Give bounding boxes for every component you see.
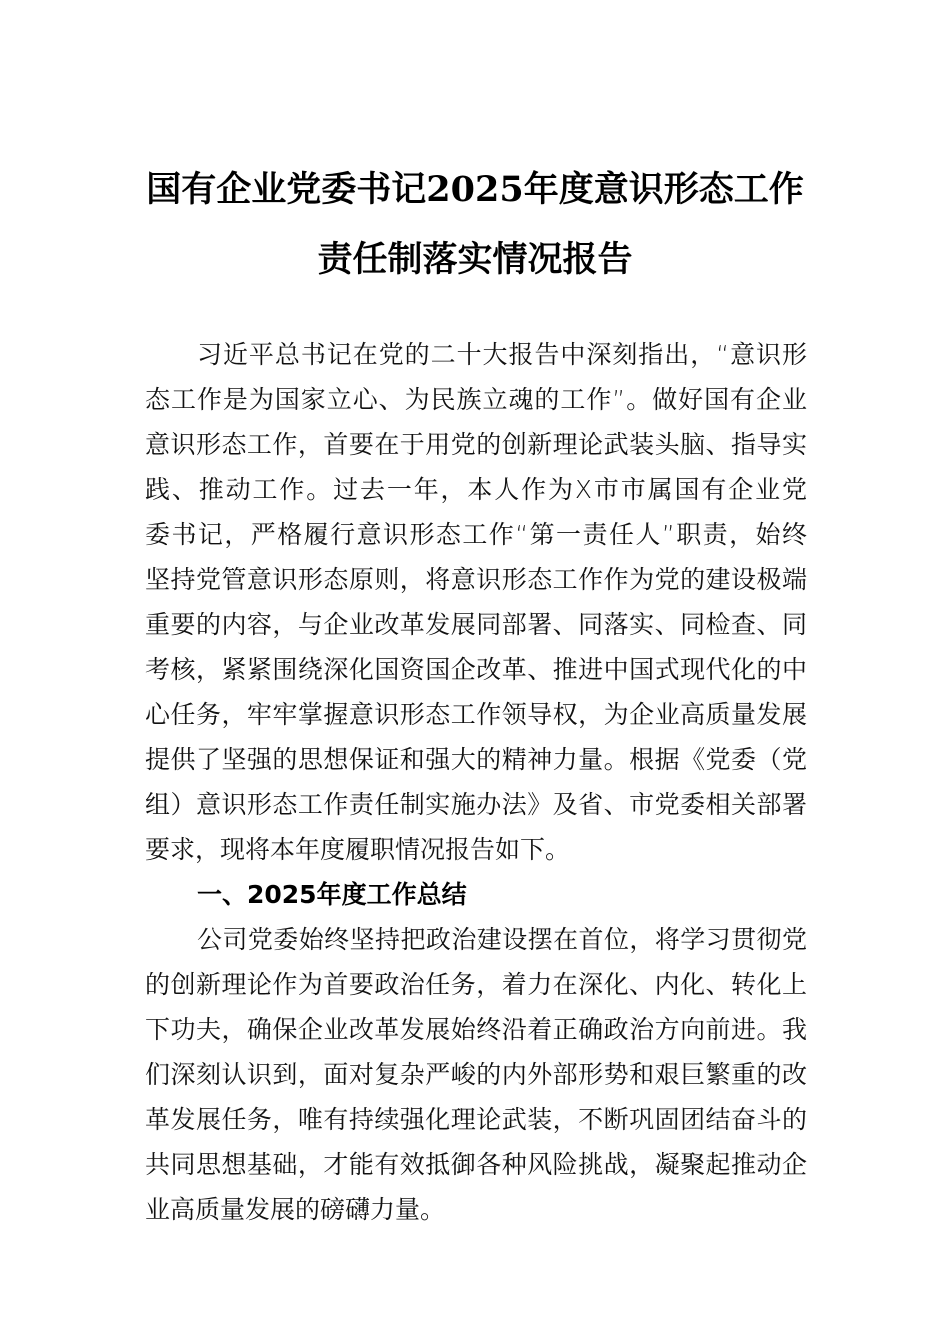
- section-heading: 一、2025年度工作总结: [197, 880, 467, 909]
- paragraph-line: 重要的内容，与企业改革发展同部署、同落实、同检查、同: [145, 610, 807, 639]
- paragraph-line: 革发展任务，唯有持续强化理论武装，不断巩固团结奋斗的: [145, 1105, 807, 1134]
- paragraph-line: 践、推动工作。过去一年，本人作为X市市属国有企业党: [145, 475, 807, 504]
- paragraph-line: 们深刻认识到，面对复杂严峻的内外部形势和艰巨繁重的改: [145, 1060, 807, 1089]
- paragraph-line: 考核，紧紧围绕深化国资国企改革、推进中国式现代化的中: [145, 655, 807, 684]
- paragraph-line: 要求，现将本年度履职情况报告如下。: [145, 835, 571, 864]
- paragraph-line: 组）意识形态工作责任制实施办法》及省、市党委相关部署: [145, 790, 807, 819]
- paragraph-line: 共同思想基础，才能有效抵御各种风险挑战，凝聚起推动企: [145, 1150, 807, 1179]
- paragraph-line: 委书记，严格履行意识形态工作“第一责任人”职责，始终: [145, 520, 807, 549]
- document-body: [145, 332, 807, 1232]
- paragraph-line: 意识形态工作，首要在于用党的创新理论武装头脑、指导实: [145, 430, 807, 459]
- document-title-line-1: 国有企业党委书记2025年度意识形态工作: [146, 169, 804, 210]
- paragraph-line: 心任务，牢牢掌握意识形态工作领导权，为企业高质量发展: [145, 700, 807, 729]
- paragraph-line: 业高质量发展的磅礴力量。: [145, 1195, 446, 1224]
- paragraph-line: 下功夫，确保企业改革发展始终沿着正确政治方向前进。我: [145, 1015, 807, 1044]
- paragraph-intro: [145, 332, 807, 872]
- paragraph-line: 习近平总书记在党的二十大报告中深刻指出，“意识形: [197, 340, 807, 369]
- paragraph-line: 态工作是为国家立心、为民族立魂的工作”。做好国有企业: [145, 385, 807, 414]
- paragraph-line: 坚持党管意识形态原则，将意识形态工作作为党的建设极端: [145, 565, 807, 594]
- paragraph-line: 公司党委始终坚持把政治建设摆在首位，将学习贯彻党: [197, 925, 807, 954]
- paragraph-line: 提供了坚强的思想保证和强大的精神力量。根据《党委（党: [145, 745, 807, 774]
- paragraph-line: 的创新理论作为首要政治任务，着力在深化、内化、转化上: [145, 970, 807, 999]
- paragraph-summary: [145, 917, 807, 1232]
- document-title-line-2: 责任制落实情况报告: [317, 239, 633, 280]
